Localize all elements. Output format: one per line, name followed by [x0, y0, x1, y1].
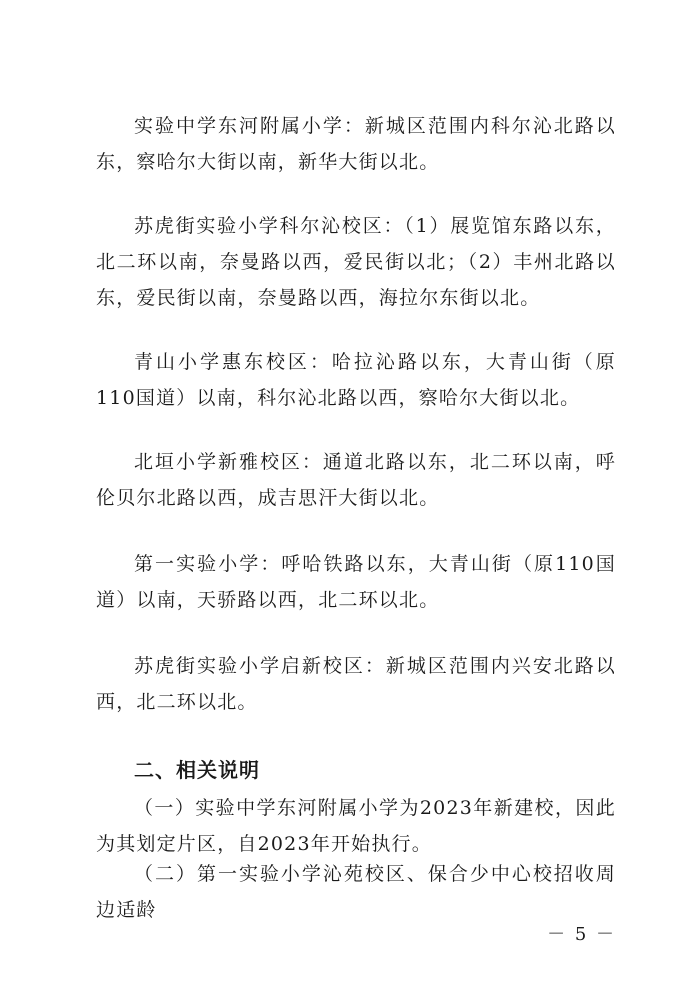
- note-paragraph-1: （一）实验中学东河附属小学为2023年新建校，因此为其划定片区，自2023年开始执行。: [96, 797, 616, 855]
- section-heading: 二、相关说明: [134, 758, 260, 782]
- paragraph-school-district-3: 青山小学惠东校区：哈拉沁路以东，大青山街（原110国道）以南，科尔沁北路以西，察哈尔大街以北。: [96, 351, 616, 409]
- paragraph-school-district-6: 苏虎街实验小学启新校区：新城区范围内兴安北路以西，北二环以北。: [96, 655, 616, 713]
- page-number: － 5 －: [547, 924, 616, 945]
- paragraph-school-district-1: 实验中学东河附属小学：新城区范围内科尔沁北路以东，察哈尔大街以南，新华大街以北。: [96, 115, 616, 173]
- note-paragraph-2: （二）第一实验小学沁苑校区、保合少中心校招收周边适龄: [96, 863, 616, 921]
- paragraph-school-district-5: 第一实验小学：呼哈铁路以东，大青山街（原110国道）以南，天骄路以西，北二环以北。: [96, 553, 616, 611]
- paragraph-school-district-4: 北垣小学新雅校区：通道北路以东，北二环以南，呼伦贝尔北路以西，成吉思汗大街以北。: [96, 451, 616, 509]
- paragraph-school-district-2: 苏虎街实验小学科尔沁校区：（1）展览馆东路以东，北二环以南，奈曼路以西，爱民街以北；（2）丰州北路以东，爱民街以南，奈曼路以西，海拉尔东街以北。: [96, 215, 616, 309]
